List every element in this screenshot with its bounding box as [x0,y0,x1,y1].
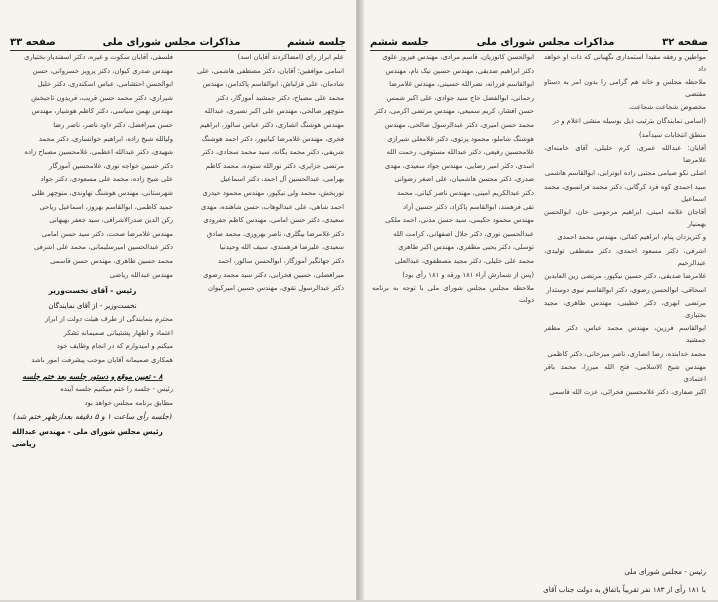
text-line: مهندس محمود حکیمی، سید حسن مدنی، احمد ملکی [385,216,534,225]
text-line: دکتر حسین خواجه نوری، غلامحسین آموزگار [49,161,173,170]
text-line: مخصوص شجاعت شجاعت. [628,103,706,112]
page-33 [0,0,356,600]
text-line: مهندس عبدالله ریاضی [109,270,173,279]
text-line: حسن افشار، کریم سمیعی، مهندس مرتضی اکرمی، دکتر [374,107,534,116]
column-body [12,52,173,281]
session-label: جلسه ششم [287,36,346,48]
page-header [370,34,708,51]
text-line: مواطین و رفقه مقیدا استمداری نگهبانی که ذات او خواهد داد [544,53,706,73]
text-line: اسحاقی، ابوالحسن رضوی، دکتر ابوالقاسم نبوی دوستدار [546,285,706,294]
text-line: ولیالله شیخ زاده، ابراهیم خوانساری، دکتر محمد [38,134,173,143]
text-column-right [544,52,706,401]
text-line: احمد شاهی، علی عبدالوهاب، حسن شاهنده، مهدی [201,202,344,211]
text-line: مهندس غلامرضا صحت، دکتر سید حسن امامی [41,229,173,238]
text-line: با ۱۸۱ رأی از ۱۸۳ نفر تقریباً باتفاق به دولت جناب آقای [543,585,706,595]
text-line: عبدالحسین نوری، دکتر جلال اصفهانی، کرامت الله [393,229,534,238]
handwritten-note: (جلسه رأی ساعت ۱ و ۵ دقیقه بعدازظهر ختم شد) [13,412,172,422]
page-number: صفحه ۳۳ [10,36,56,48]
pm-subheading: نخست‌وزیر - از آقای نمایندگان [48,301,137,310]
text-column-right [183,52,344,449]
text-line: مطابق برنامه مجلس خواهد بود [84,398,173,407]
text-line: شهیدی، دکتر عبدالله اعظمی، غلامحسین مصباح زاده [24,148,173,157]
text-line: (اسامی نمایندگان بترتیب ذیل بوسیله منشی اعلام و در [552,116,706,125]
text-line: صدری، دکتر محسن هاشمیان، علی اصغر رضوانی [394,175,534,184]
footer-heading: رئیس - مجلس شورای ملی [624,567,706,576]
text-line: علم ابراز رای (امضاکردند آقایان اسد) [237,53,344,61]
text-line: مرتضی ابهری، دکتر خطیبی، مهندس طاهری، مجید بختیاری [544,299,706,319]
text-line: ابوالقاسم فرزانه، نصرالله حسینی، مهندس غلامرضا [389,80,534,89]
text-line: ابوالحسن احتشامی، عباس اسکندری، دکتر خلیل [37,80,173,89]
text-line: دکتر ابراهیم صدیقی، مهندس حسین نیک نام، مهندس [385,66,534,75]
text-columns [372,52,706,401]
page-title: مذاکرات مجلس شورای ملی [476,36,615,48]
text-line: رئیس - جلسه را ختم میکنیم جلسه آینده [60,385,173,394]
text-line: شریفی، دکتر محمد یگانه، سید محمد سجادی، دکتر [201,148,344,157]
text-line: مهندس هوشنگ انصاری، دکتر عباس سالور، ابراهیم [199,120,344,129]
text-line: هوشنگ شاملو، محمود پرتوی، دکتر غلامعلی شیرازی [387,134,534,143]
text-line: محمد علی مصباح، دکتر جمشید آموزگار، دکتر [216,93,344,102]
page-title: مذاکرات مجلس شورای ملی [102,36,241,48]
page-header [10,34,346,51]
text-line: مهندس شیخ الاسلامی، فتح الله میرزا، محمد باقر اعتمادی [544,363,706,383]
text-line: توسلی، دکتر یحیی مظفری، مهندس اکبر طاهری [398,243,534,252]
text-line: نوربخش، محمد ولی نیکپور، مهندس محمود حیدری [202,188,344,197]
text-line: فخری، مهندس غلامرضا کیانپور، دکتر احمد هوشنگ [201,134,344,143]
text-line: مرتضی جزایری، دکتر نورالله ستوده، محمد کاظم [205,161,344,170]
text-line: اسدی، دکتر امیر رضایی، مهندس جواد سعیدی، مهدی [384,161,534,170]
text-line: رحمانی، ابوالفضل حاج سید جوادی، علی اکبر شمس [386,93,534,102]
text-line: منطق انتخابات سیدآمد) [639,130,706,139]
signature-caption: رئیس مجلس شورای ملی - مهندس عبدالله ریاضی [12,427,163,448]
text-line: مهندس صدری کیوان، دکتر پرویز خسروانی، حسن [32,66,173,75]
text-line: اشرفی، دکتر مسعود احمدی، دکتر مصطفی تولیدی، عبدالرحیم [544,246,706,267]
text-line: میکنم و امیدوارم که در انجام وظایف خود [56,342,173,351]
footer-lines [372,584,706,595]
text-line: اکبر صفاری، دکتر غلامحسین فخرائی، عزت الله قاسمی [549,388,706,397]
text-line: میرافضلی، حسین فخرایی، دکتر سید محمد رضوی [203,270,344,279]
pm-heading: رئیس - آقای نخست‌وزیر [48,286,137,296]
text-line: محترم بنمایندگی از طرف هیئت دولت از ابراز [44,315,173,324]
page-number: صفحه ۳۲ [662,36,708,48]
text-line: محمد حسین طاهری، مهندس حسن قاسمی [50,256,173,265]
text-line: علی شیخ زاده، محمد علی مسعودی، دکتر جواد [40,175,173,184]
text-line: ابوالحسن کاتوزیان، قاسم مرادی، مهندس فیروز علوی [382,53,534,61]
text-line: و کتریزدان پنام، ابراهیم کفائی، مهندس محمد احمدی [557,233,706,242]
text-line: ملاحظه مجلس مجلس شورای ملی با توجه به برنامه دولت [372,284,534,304]
text-columns [12,52,344,449]
text-line: بهرامی، عبدالحسین آل احمد، دکتر اسماعیل [220,175,344,184]
text-line: دکتر غلامرضا بیگلری، ناصر بهروزی، محمد صادق [206,229,344,238]
text-line: غلامحسین رفیعی، دکتر عبدالله مستوفی، رحمت الله [386,148,534,157]
text-line: حسن میرافضل، دکتر داود ناصر، ناصر رضا [53,120,173,129]
text-line: اسامی موافقین: آقایان، دکتر مصطفی هاشمی، علی [197,66,344,75]
text-line: دکتر جهانگیر آموزگار، ابوالحسن سالور، احمد [217,256,344,265]
text-line: محمد خدابنده، رضا انصاری، ناصر میرخانی، دکتر کاظمی [547,349,706,358]
text-line: (پس از شمارش آراء ۱۸۱ ورقه و ۱۸۱ رأی بود) [402,270,534,279]
text-line: دکتر عبدالحسین امیرسلیمانی، محمد علی اشرفی [34,243,173,252]
pm-statement [12,314,173,366]
text-line: فلسفی، آقایان سکوت و غیره، دکتر اسفندیار بختیاری [24,53,173,61]
page-footer [372,566,706,602]
text-line: دکتر عبدالکریم امینی، مهندس ناصر کیانی، محمد [397,188,534,197]
text-line: محمد علی خلیلی، دکتر مجید مصطفوی، عبدالعلی [394,256,534,265]
text-line: ابوالقاسم فرزین، مهندس محمد عباس، دکتر مظفر جمشید [544,324,706,345]
session-label: جلسه ششم [370,36,429,48]
text-line: ملاحظه مجلس و خانه هم گرامی را بدون امر به دستاو مقتضی [544,78,706,98]
agenda-heading: ۸ - تعیین موقع و دستور جلسه بعد ختم جلسه [22,371,163,381]
text-line: اعتماد و اظهار پشتیبانی صمیمانه تشکر [63,328,173,337]
text-line: حمید کاظمی، ابوالقاسم بهروز، اسماعیل ریاحی [39,202,173,211]
text-line: اصلی نکو صیامی مجتبی زاده ابوترابی، ابوالقاسم هاشمی [544,169,706,178]
agenda-text [12,384,173,409]
text-line: سعیدی، علیرضا فرهمندی، سیف الله وحیدنیا [219,243,344,252]
text-line: تقی فرهمند، ابوالقاسم پاکزاد، دکتر حسین آزاد [403,202,534,211]
text-line: شهرستانی، مهندس هوشنگ نهاوندی، منوچهر ظلی [31,188,173,197]
text-line: همکاری صمیمانه آقایان موجب پیشرفت امور باشد [31,356,173,365]
text-line: محمد حسن امیری، دکتر عبدالرسول صالحی، مهندس [384,120,534,129]
text-line: منوچهر صالحی، مهندس علی اکبر نصیری، عبدالله [204,107,344,116]
page-32 [360,0,718,600]
text-line: سعیدی، دکتر حسن امامی، مهندس کاظم جفرودی [203,216,344,225]
text-line: آقاجان علامه امینی، ابراهیم مرحومی خان، ابوالحسن بهمنیار [544,208,706,228]
text-column-left [372,52,534,401]
text-line: رکن الدین صدرالاشرافی، سید جعفر بهبهانی [49,216,173,225]
text-line: آقایان: عبدالله عمری، کرم خلیلی، آقای خامنه‌ای، غلامرضا [544,144,706,164]
text-line: شادمان، علی قزلباش، ابوالقاسم پاکدامن، مهندس [202,80,344,89]
text-line: شیرازی، دکتر محمد حسن قریب، فریدون تاجبخش [31,93,173,102]
text-column-left [12,52,173,449]
text-line: سید احمدی کوه فرد کرگانی، دکتر محمد فرانسوی، محمد اسماعیل [544,182,706,203]
text-line: دکتر عبدالرسول تقوی، مهندس حسین امیرکیوان [208,284,344,293]
text-line: غلامرضا صدیقی، دکتر حسین نیکپور، مرتضی زین العابدین [544,272,706,281]
text-line: مهندس بهمن سیاسی، دکتر کاظم هوشیار، مهندس [31,107,173,116]
